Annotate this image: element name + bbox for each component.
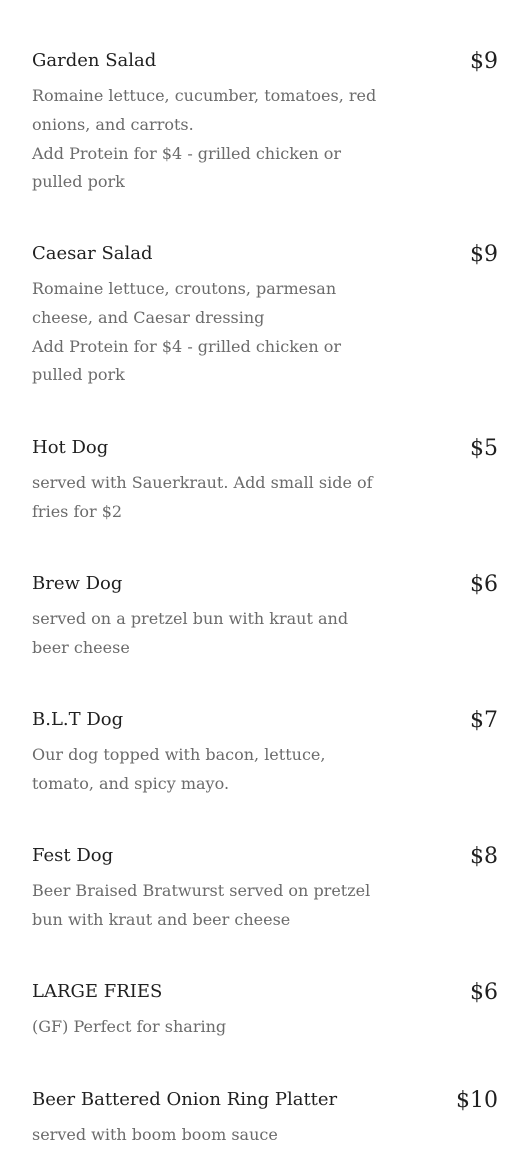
item-description [32,605,377,663]
item-description [32,741,377,799]
item-add-protein-note: Add Protein for $4 - grilled chicken or pulled pork [32,336,342,385]
item-description [32,1013,377,1042]
item-description-text: Our dog topped with bacon, lettuce, tomato, and spicy mayo. [32,745,326,793]
item-name: Brew Dog [32,573,123,594]
item-name: LARGE FRIES [32,981,163,1002]
item-name: Caesar Salad [32,243,153,264]
item-name: B.L.T Dog [32,709,124,730]
item-description [32,877,377,935]
item-description-text: Romaine lettuce, cucumber, tomatoes, red onions, and carrots. [32,86,377,134]
item-price: $8 [470,844,498,869]
item-name: Beer Battered Onion Ring Platter [32,1089,338,1110]
item-description-text: served with Sauerkraut. Add small side of fries for $2 [32,473,373,521]
item-description-text: Beer Braised Bratwurst served on pretzel bun with kraut and beer cheese [32,881,371,929]
item-description [32,82,377,197]
item-description-text: served on a pretzel bun with kraut and beer cheese [32,609,349,657]
item-price: $10 [456,1088,498,1113]
item-description-text: served with boom boom sauce [32,1125,278,1144]
item-description [32,275,377,390]
item-name: Hot Dog [32,437,109,458]
item-description [32,1121,377,1150]
item-name: Garden Salad [32,50,157,71]
item-description-text: Romaine lettuce, croutons, parmesan cheese, and Caesar dressing [32,279,337,327]
item-price: $6 [470,572,498,597]
item-price: $9 [470,242,498,267]
item-description [32,469,377,527]
item-add-protein-note: Add Protein for $4 - grilled chicken or pulled pork [32,143,342,192]
item-price: $7 [470,708,498,733]
item-price: $5 [470,436,498,461]
item-price: $6 [470,980,498,1005]
item-name: Fest Dog [32,845,114,866]
item-description-text: (GF) Perfect for sharing [32,1017,227,1036]
item-price: $9 [470,49,498,74]
